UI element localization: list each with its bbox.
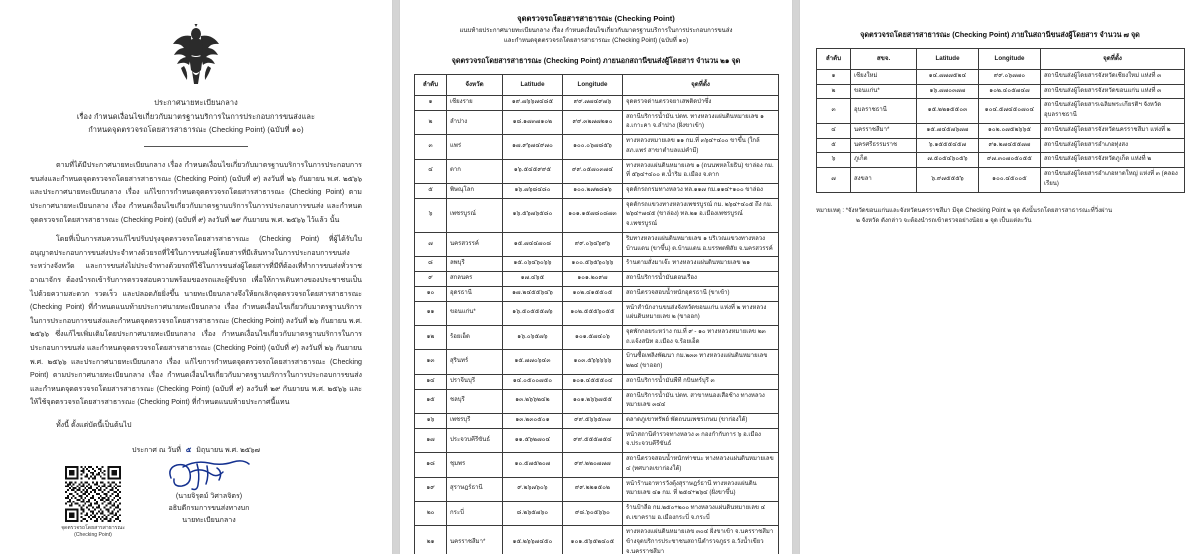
th-latitude: Latitude — [917, 49, 979, 70]
cell-province: เพชรบูรณ์ — [447, 198, 503, 232]
paragraph-1: ตามที่ได้มีประกาศนายทะเบียนกลาง เรื่อง กำหนดเงื่อนไขเกี่ยวกับมาตรฐานบริการในการประกอบการขนส่งและกำหนดจุดตรวจรถโดยสารสาธารณะ (Checking Point) (ฉบับที่ ๙) ลงวันที่ ๒๖ กันยายน พ.ศ. ๒๕๖๖ และประกาศนายทะเบียนกลาง เรื่อง แก้ไขการกำหนดจุดตรวจรถโดยสารสาธารณะ (Checking Point) ตามประกาศนายทะเบียนกลาง เรื่อง กำหนดเงื่อนไขเกี่ยวกับมาตรฐานบริการในการประกอบการขนส่ง และกำหนดจุดตรวจรถโดยสารสาธารณะ (Checking Point) (ฉบับที่ ๙) ลงวันที่ ๒๙ กันยายน พ.ศ. ๒๕๖๖ ไว้แล้ว นั้น — [30, 161, 362, 224]
th-location: จุดที่ตั้ง — [1041, 49, 1185, 70]
title-line-1: ประกาศนายทะเบียนกลาง — [154, 98, 238, 107]
cell-no: ๖ — [817, 153, 851, 168]
qr-code-block[interactable] — [45, 466, 141, 540]
cell-no: ๑๑ — [415, 301, 447, 325]
cell-location: หน้าร้านอาหารวังตุ้งสุราษฎร์ธานี ทางหลวงแผ่นดินหมายเลข ๔๑ กม. ที่ ๒๕๔+๒๖๔ (ฝั่งขาขึ้น) — [623, 477, 779, 501]
cell-no: ๖ — [415, 198, 447, 232]
cell-latitude: ๑๖.๗๖๘๔๘๐ — [503, 184, 563, 199]
signer-role: นายทะเบียนกลาง — [182, 516, 236, 525]
cell-location: จุดตักรถกรมทางหลวง ทล.๑๑๗ กม.๑๑๔+๑๐๐ ขาล่อง — [623, 184, 779, 199]
cell-no: ๑๙ — [415, 477, 447, 501]
cell-no: ๑๘ — [415, 453, 447, 477]
cell-province: นครศรีธรรมราช — [851, 138, 917, 153]
announcement-date — [30, 445, 362, 456]
table-row — [415, 389, 779, 413]
cell-province: ภูเก็ต — [851, 153, 917, 168]
cell-no: ๑ — [817, 70, 851, 85]
cell-no: ๓ — [415, 135, 447, 159]
cell-latitude: ๑๙.๗๖๖๗๔๘๕ — [503, 96, 563, 111]
document-title — [30, 96, 362, 137]
cell-latitude: ๖.๙๗๕๕๕๖ — [917, 168, 979, 192]
table-row — [817, 138, 1185, 153]
table-row — [817, 84, 1185, 99]
cell-latitude: ๑๖.๕๔๕๙๙๕ — [503, 159, 563, 183]
cell-location: ทางหลวงหมายเลข ๑๑ กม.ที่ ๓๖๔+๔๐๐ ขาขึ้น (ใกล้ สภ.แพร่ สาขาตำบลแม่คำมี) — [623, 135, 779, 159]
cell-longitude: ๙๙.๐๖๔๖๙๖ — [563, 232, 623, 256]
cell-province: เชียงราย — [447, 96, 503, 111]
cell-longitude: ๑๐๐.๒๗๒๘๑๖ — [563, 184, 623, 199]
table-row — [415, 96, 779, 111]
announce-suffix: มิถุนายน พ.ศ. ๒๕๖๗ — [196, 445, 261, 454]
table-row — [415, 272, 779, 287]
table-row — [415, 453, 779, 477]
cell-province: เชียงใหม่ — [851, 70, 917, 85]
cell-province: สกลนคร — [447, 272, 503, 287]
cell-location: ทางหลวงแผ่นดินหมายเลข ๑ (ถนนพหลโยธิน) ขาล่อง กม. ที่ ๕๖๔+๔๐๐ ต.น้ำริม อ.เมือง จ.ตาก — [623, 159, 779, 183]
cell-latitude: ๙.๒๖๗๖๐๖ — [503, 477, 563, 501]
cell-no: ๑๖ — [415, 413, 447, 428]
page2-subtitle: จุดตรวจรถโดยสารสาธารณะ (Checking Point) ภายนอกสถานีขนส่งผู้โดยสาร จำนวน ๒๑ จุด — [451, 55, 741, 65]
cell-province: ลำปาง — [447, 110, 503, 134]
cell-no: ๑๒ — [415, 325, 447, 349]
cell-no: ๑๗ — [415, 428, 447, 452]
cell-longitude: ๑๐๑.๕๖๕๒๔๐๕ — [563, 526, 623, 554]
title-line-3: กำหนดจุดตรวจรถโดยสารสาธารณะ (Checking Point) (ฉบับที่ ๑๐) — [88, 125, 304, 135]
cell-latitude: ๑๑.๕๖๒๗๐๔ — [503, 428, 563, 452]
cell-latitude: ๑๔.๐๕๐๐๗๕๐ — [503, 374, 563, 389]
cell-location: จุดพักกอยระหว่าง กม.ที่ ๙ - ๑๐ ทางหลวงหมายเลข ๒๓ ถ.แจ้งสนิท อ.เมือง จ.ร้อยเอ็ด — [623, 325, 779, 349]
cell-longitude: ๙๘.๖๐๕๖๖๐ — [563, 502, 623, 526]
cell-latitude: ๑๘.๑๗๓๗๑๐๒ — [503, 110, 563, 134]
cell-latitude: ๑๕.๗๗๐๖๔๓ — [503, 350, 563, 374]
table-body-page3 — [817, 70, 1185, 192]
cell-latitude: ๑๔.๗๗๗๕๒๔ — [917, 70, 979, 85]
cell-no: ๑๐ — [415, 286, 447, 301]
table-row — [415, 477, 779, 501]
cell-latitude: ๖.๑๕๕๕๔๕๗ — [917, 138, 979, 153]
table-row — [415, 374, 779, 389]
cell-province: ร้อยเอ็ด — [447, 325, 503, 349]
announce-prefix: ประกาศ ณ วันที่ — [131, 445, 181, 454]
cell-province: สงขลา — [851, 168, 917, 192]
th-province: จังหวัด — [447, 74, 503, 95]
cell-province: สุรินทร์ — [447, 350, 503, 374]
cell-longitude: ๙๑.๒๗๔๕๕๗๗ — [979, 138, 1041, 153]
cell-province: ชุมพร — [447, 453, 503, 477]
cell-location: ริมทางหลวงแผ่นดินหมายเลข ๑ บริเวณแขวงทางหลวงบ้านแดน (ขาขึ้น) ต.บ้านแดน อ.บรรพตพิสัย จ.นครสวรรค์ — [623, 232, 779, 256]
cell-longitude: ๙๗.๓๐๗๐๕๐๕๕ — [979, 153, 1041, 168]
cell-latitude: ๑๕.๒๒๑๕๕๐๓ — [917, 99, 979, 123]
cell-latitude: ๗.๕๐๕๔๖๐๕๖ — [917, 153, 979, 168]
table-row — [415, 232, 779, 256]
cell-location: สถานีบริการน้ำมันพีที กบินทร์บุรี ๓ — [623, 374, 779, 389]
cell-location: ร้านตามสั่งมาเจ๊ะ ทางหลวงแผ่นดินหมายเลข ๒๑ — [623, 257, 779, 272]
table-row — [415, 135, 779, 159]
checking-point-table-inside — [816, 48, 1185, 193]
cell-longitude: ๑๐๒.๔๐๕๗๔๗ — [979, 84, 1041, 99]
cell-longitude: ๙๙.๕๖๖๕๓๗ — [563, 413, 623, 428]
cell-latitude: ๑๗.๒๔๕๕๖๔๖ — [503, 286, 563, 301]
cell-province: ปราจีนบุรี — [447, 374, 503, 389]
table-row — [817, 99, 1185, 123]
th-latitude: Latitude — [503, 74, 563, 95]
page2-title-sub-2: และกำหนดจุดตรวจรถโดยสารสาธารณะ (Checking Point) (ฉบับที่ ๑๐) — [503, 37, 689, 45]
cell-longitude: ๑๐๑.๔๕๕๕๐๔ — [563, 374, 623, 389]
table-row — [817, 70, 1185, 85]
cell-latitude: ๑๗.๙๖๗๔๙๗๐ — [503, 135, 563, 159]
cell-location: ทางหลวงแผ่นดินหมายเลข ๓๐๔ ฝั่งขาเข้า จ.นครราชสีมา ข้างจุดบริการประชาชนสถานีตำรวจภูธร อ.วังน้ำเขียว จ.นครราชสีมา — [623, 526, 779, 554]
footnote-label: หมายเหตุ : — [816, 207, 845, 214]
cell-longitude: ๙๙.๓๒๗๗๒๑๐ — [563, 110, 623, 134]
cell-longitude: ๑๐๒.๕๕๕๖๐๕๕ — [563, 301, 623, 325]
cell-longitude: ๙๙.๒๒๑๕๐๒ — [563, 477, 623, 501]
cell-latitude: ๑๓.๒๓๐๕๐๑ — [503, 413, 563, 428]
garuda-emblem-icon — [30, 24, 362, 86]
cell-province: นครราชสีมา* — [447, 526, 503, 554]
footnote-line-2: ๒ จังหวัด ดังกล่าว จะต้องนำรถเข้าตรวจอย่างน้อย ๑ จุด เป็นแต่ละวัน — [856, 218, 1032, 225]
qr-code-icon[interactable] — [65, 466, 121, 522]
cell-location: ตลาดภูเขาทรัพย์ พัดถนนเพชรเกษม (ขาก่องใต้) — [623, 413, 779, 428]
document-page-2[interactable] — [400, 0, 792, 554]
cell-longitude: ๑๐๔.๕๗๔๕๐๗๐๔ — [979, 99, 1041, 123]
cell-latitude: ๑๖.๐๖๕๗๖ — [503, 325, 563, 349]
table-body-page2 — [415, 96, 779, 554]
th-longitude: Longitude — [563, 74, 623, 95]
signer-name: (นายจิรุตม์ วิศาลจิตร) — [175, 491, 243, 500]
cell-location: จุดตรวจด่านตรวจยาเสพติดป่าซึ่ง — [623, 96, 779, 111]
cell-longitude: ๙๙.๐๖๗๗๐ — [979, 70, 1041, 85]
table-row — [415, 286, 779, 301]
signer-position: อธิบดีกรมการขนส่งทางบก — [168, 503, 250, 512]
th-no: ลำดับ — [817, 49, 851, 70]
cell-latitude: ๑๕.๐๖๔๖๐๖๖ — [503, 257, 563, 272]
cell-location: สถานีบริการน้ำมันดอนเรือง — [623, 272, 779, 287]
cell-longitude: ๑๐๐.๔๕๐๐๕ — [979, 168, 1041, 192]
th-longitude: Longitude — [979, 49, 1041, 70]
cell-province: ขอนแก่น* — [851, 84, 917, 99]
cell-province: อุดรธานี — [447, 286, 503, 301]
cell-longitude: ๑๐๐.๐๖๗๘๕๖ — [563, 135, 623, 159]
cell-location: สถานีขนส่งผู้โดยสารจังหวัดเชียงใหม่ แห่งที่ ๓ — [1041, 70, 1185, 85]
cell-province: ลพบุรี — [447, 257, 503, 272]
page2-title-sub-1: แนบท้ายประกาศนายทะเบียนกลาง เรื่อง กำหนดเงื่อนไขเกี่ยวกับมาตรฐานบริการในการประกอบการขนส่ง — [459, 26, 733, 34]
cell-no: ๒๑ — [415, 526, 447, 554]
title-divider — [144, 146, 248, 147]
cell-longitude: ๑๐๐.๕๖๕๖๐๖๖ — [563, 257, 623, 272]
cell-longitude: ๑๐๑.๒๖๖๗๕๕ — [563, 389, 623, 413]
cell-province: เพชรบุรี — [447, 413, 503, 428]
cell-no: ๘ — [415, 257, 447, 272]
cell-latitude: ๑๖.๕๐๕๕๕๗๖ — [503, 301, 563, 325]
table-row — [415, 184, 779, 199]
table-row — [415, 110, 779, 134]
cell-latitude: ๑๖.๕๖๗๖๕๘๐ — [503, 198, 563, 232]
table-footnote — [816, 206, 1184, 228]
table-row — [817, 123, 1185, 138]
cell-location: สถานีขนส่งผู้โดยสารอำเภอหาดใหญ่ แห่งที่ ๓ (คลองเรียน) — [1041, 168, 1185, 192]
table-row — [415, 350, 779, 374]
cell-province: นครราชสีมา* — [851, 123, 917, 138]
table-row — [415, 159, 779, 183]
cell-latitude: ๑๗.๔๖๕ — [503, 272, 563, 287]
page2-title — [414, 12, 778, 47]
cell-no: ๓ — [817, 99, 851, 123]
footnote-line-1 — [816, 206, 1184, 217]
cell-location: จุดตักรถแขวงทางหลวงเพชรบูรณ์ กม. ๒๖๔+๔๐๕ ถึง กม. ๒๖๔+๗๔๕ (ขาล่อง) ทล.๒๑ อ.เมืองเพชรบูรณ์ จ.เพชรบูรณ์ — [623, 198, 779, 232]
table-row — [415, 526, 779, 554]
table-row — [415, 301, 779, 325]
cell-no: ๔ — [817, 123, 851, 138]
cell-longitude: ๑๐๒.๔๑๕๕๐๕ — [563, 286, 623, 301]
announce-day: ๕ — [185, 445, 192, 454]
cell-longitude: ๑๐๑.๒๐๙๗ — [563, 272, 623, 287]
table-row — [415, 413, 779, 428]
cell-location: สถานีขนส่งผู้โดยสารจังหวัดนครราชสีมา แห่งที่ ๒ — [1041, 123, 1185, 138]
cell-location: สถานีขนส่งผู้โดยสารจังหวัดขอนแก่น แห่งที่ ๓ — [1041, 84, 1185, 99]
cell-location: หน้าสำนักงานขนส่งจังหวัดขอนแก่น แห่งที่ ๒ ทางหลวงแผ่นดินหมายเลข ๒ (ขาออก) — [623, 301, 779, 325]
table-row — [415, 325, 779, 349]
cell-location: หน้าสถานีตำรวจทางหลวง ๓ กองกำกับการ ๖ อ.เมือง จ.ประจวบคีรีขันธ์ — [623, 428, 779, 452]
cell-latitude: ๘.๒๖๕๗๖๐ — [503, 502, 563, 526]
cell-province: สุราษฎร์ธานี — [447, 477, 503, 501]
document-page-3[interactable] — [800, 0, 1200, 554]
page2-title-main: จุดตรวจรถโดยสารสาธารณะ (Checking Point) — [517, 14, 675, 23]
cell-no: ๙ — [415, 272, 447, 287]
cell-province: ชลบุรี — [447, 389, 503, 413]
cell-location: สถานีตรวจสอบน้ำหนักอุดรธานี (ขาเข้า) — [623, 286, 779, 301]
cell-longitude: ๑๐๑.๑๕๗๘๐๘๗๓ — [563, 198, 623, 232]
cell-no: ๒ — [415, 110, 447, 134]
cell-longitude: ๙๙.๕๕๕๗๕๔ — [563, 428, 623, 452]
cell-longitude: ๑๐๓.๕๖๖๖๖๖ — [563, 350, 623, 374]
cell-location: บ้านซื้อเพลิงพัฒนา กม.๒๓๓ ทางหลวงแผ่นดินหมายเลข ๒๒๔ (ขาออก) — [623, 350, 779, 374]
cell-longitude: ๙๙.๐๕๗๐๓๗๔ — [563, 159, 623, 183]
cell-longitude: ๙๙.๗๗๔๙๗๖ — [563, 96, 623, 111]
handwritten-signature-icon — [161, 458, 257, 492]
cell-no: ๔ — [415, 159, 447, 183]
title-line-2: เรื่อง กำหนดเงื่อนไขเกี่ยวกับมาตรฐานบริการในการประกอบการขนส่งและ — [76, 111, 316, 121]
cell-no: ๑๕ — [415, 389, 447, 413]
cell-no: ๑๓ — [415, 350, 447, 374]
cell-location: สถานีตรวจสอบน้ำหนักท่าชนะ ทางหลวงแผ่นดินหมายเลข ๔ (ทศบาลเขาก่องใต้) — [623, 453, 779, 477]
page3-subtitle: จุดตรวจรถโดยสารสาธารณะ (Checking Point) ภายในสถานีขนส่งผู้โดยสาร จำนวน ๗ จุด — [860, 30, 1140, 39]
cell-latitude: ๑๕.๗๔๕๗๖๗๗ — [917, 123, 979, 138]
cell-no: ๒๐ — [415, 502, 447, 526]
qr-caption-line-2: (Checking Point) — [74, 532, 112, 539]
cell-no: ๕ — [817, 138, 851, 153]
table-row — [817, 153, 1185, 168]
cell-location: ร้านป้าลือ กม.๒๕๐+๒๐๐ ทางหลวงแผ่นดินหมายเลข ๔ ต.เขาคราม อ.เมืองกระบี่ จ.กระบี่ — [623, 502, 779, 526]
th-location: จุดที่ตั้ง — [623, 74, 779, 95]
cell-latitude: ๑๐.๕๗๕๒๐๗ — [503, 453, 563, 477]
cell-location: สถานีขนส่งผู้โดยสารจังหวัดภูเก็ต แห่งที่ ๒ — [1041, 153, 1185, 168]
paragraph-3: ทั้งนี้ ตั้งแต่บัดนี้เป็นต้นไป — [56, 421, 132, 430]
checking-point-table-outside — [414, 74, 779, 554]
cell-no: ๕ — [415, 184, 447, 199]
table-row — [817, 168, 1185, 192]
cell-province: แพร่ — [447, 135, 503, 159]
cell-province: พิษณุโลก — [447, 184, 503, 199]
table-header-row — [817, 49, 1185, 70]
cell-province: ตาก — [447, 159, 503, 183]
table-row — [415, 428, 779, 452]
cell-province: กระบี่ — [447, 502, 503, 526]
qr-caption — [45, 525, 141, 540]
table-row — [415, 502, 779, 526]
cell-location: สถานีบริการน้ำมัน ปตท. สาขาหนองเสือช้าง ทางหลวงหมายเลข ๓๔๔ — [623, 389, 779, 413]
cell-province: นครสวรรค์ — [447, 232, 503, 256]
cell-no: ๑๔ — [415, 374, 447, 389]
cell-no: ๒ — [817, 84, 851, 99]
cell-no: ๗ — [415, 232, 447, 256]
cell-location: สถานีขนส่งผู้โดยสารอำเภอทุ่งสง — [1041, 138, 1185, 153]
cell-no: ๑ — [415, 96, 447, 111]
cell-longitude: ๙๙.๒๒๐๗๗๗ — [563, 453, 623, 477]
footnote-text-1: *จังหวัดขอนแก่นและจังหวัดนครราชสีมา มีจุด Checking Point ๒ จุด ดังนั้นรถโดยสารสาธารณะที่วิ่งผ่าน — [845, 207, 1113, 214]
table-row — [415, 198, 779, 232]
cell-no: ๗ — [817, 168, 851, 192]
cell-latitude: ๑๖.๗๗๐๓๗๗ — [917, 84, 979, 99]
document-page-1[interactable] — [0, 0, 392, 554]
cell-latitude: ๑๕.๗๔๔๗๐๘ — [503, 232, 563, 256]
th-office: สขจ. — [851, 49, 917, 70]
cell-location: สถานีบริการน้ำมัน ปตท. ทางหลวงแผ่นดินหมายเลข ๑ อ.เกาะคา จ.ลำปาง (ฝั่งขาเข้า) — [623, 110, 779, 134]
cell-province: ประจวบคีรีขันธ์ — [447, 428, 503, 452]
cell-longitude: ๑๐๑.๕๗๔๐๖ — [563, 325, 623, 349]
th-no: ลำดับ — [415, 74, 447, 95]
cell-latitude: ๑๕.๒๖๖๗๔๕๐ — [503, 526, 563, 554]
cell-latitude: ๑๓.๒๖๖๒๔๒ — [503, 389, 563, 413]
table-row — [415, 257, 779, 272]
cell-location: สถานีขนส่งผู้โดยสารเฉลิมพระเกียรติฯ จังหวัดอุบลราชธานี — [1041, 99, 1185, 123]
cell-longitude: ๑๐๒.๐๗๕๒๖๖๕ — [979, 123, 1041, 138]
cell-province: อุบลราชธานี — [851, 99, 917, 123]
table-header-row — [415, 74, 779, 95]
paragraph-2: โดยที่เป็นการสมควรแก้ไขปรับปรุงจุดตรวจรถโดยสารสาธารณะ (Checking Point) ที่ผู้ได้รับใบอนุญาตประกอบการขนส่งประจำทางด้วยรถที่ใช้ในการขนส่งผู้โดยสารที่มีเส้นทางในการประกอบการขนส่งระหว่างจังหวัด และการขนส่งไม่ประจำทางด้วยรถที่ใช้ในการขนส่งผู้โดยสารที่มีที่ต้องเที่ทำการขนส่งทั่วราชอาณาจักร ต้องนำรถเข้ารับการตรวจสอบความพร้อมของรถและผู้ขับรถ เพื่อให้การเดินทางของประชาชนเป็นไปด้วยความสะดวก รวดเร็ว และปลอดภัยยิ่งขึ้น นายทะเบียนกลางจึงให้ยกเลิกจุดตรวจรถโดยสารสาธารณะ (Checking Point) ที่กำหนดแนบท้ายประกาศนายทะเบียนกลาง เรื่อง กำหนดเงื่อนไขเกี่ยวกับมาตรฐานบริการในการประกอบการขนส่งและกำหนดจุดตรวจรถโดยสารสาธารณะ (Checking Point) ลงวันที่ ๒๖ กันยายน พ.ศ. ๒๕๖๖ ซึ่งแก้ไขเพิ่มเติมโดยประกาศนายทะเบียนกลาง เรื่อง กำหนดเงื่อนไขเกี่ยวกับมาตรฐานบริการในการประกอบการขนส่ง และกำหนดจุดตรวจรถโดยสารสาธารณะ (Checking Point) (ฉบับที่ ๙) ลงวันที่ ๒๖ กันยายน พ.ศ. ๒๕๖๖ และประกาศนายทะเบียนกลาง เรื่อง แก้ไขการกำหนดจุดตรวจรถโดยสารสาธารณะ (Checking Point) ตามประกาศนายทะเบียนกลาง เรื่อง กำหนดเงื่อนไขเกี่ยวกับมาตรฐานบริการในการประกอบการขนส่ง และกำหนดจุดตรวจรถโดยสารสาธารณะ (Checking Point) (ฉบับที่ ๙) ลงวันที่ ๒๙ กันยายน พ.ศ. ๒๕๖๖ และให้ใช้จุดตรวจรถโดยสารสาธารณะ (Checking Point) ที่กำหนดแนบท้ายประกาศนี้แทน — [30, 235, 362, 407]
qr-caption-line-1: จุดตรวจรถโดยสารสาธารณะ — [61, 524, 125, 531]
cell-province: ขอนแก่น* — [447, 301, 503, 325]
